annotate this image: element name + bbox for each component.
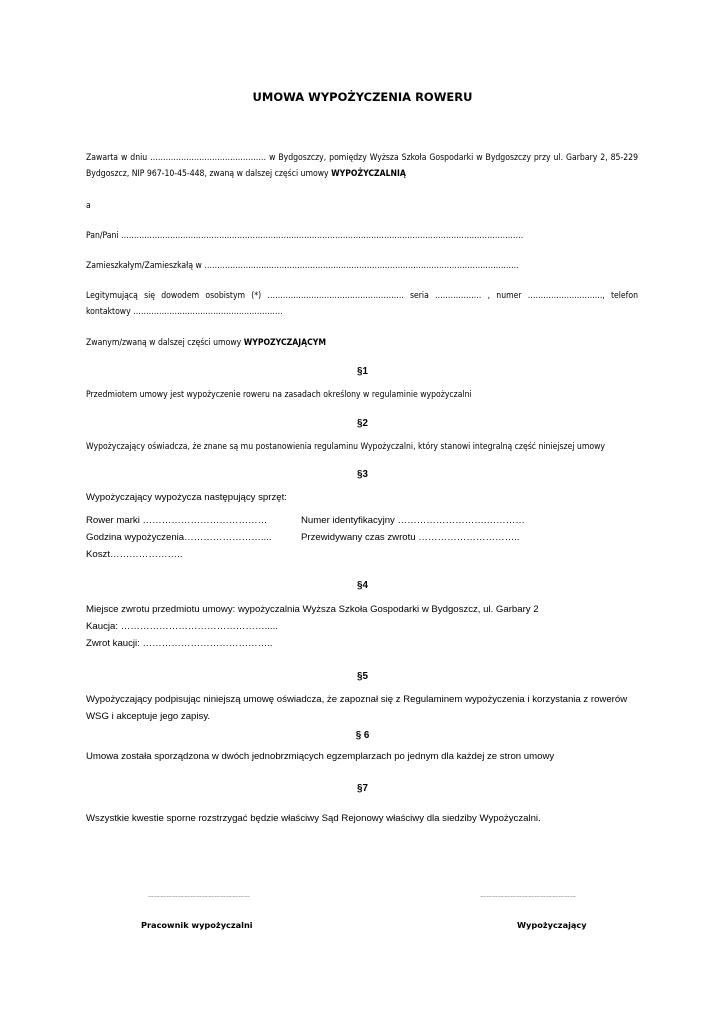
return-location-text: Miejsce zwrotu przedmiotu umowy: wypożyczalnia Wyższa Szkoła Gospodarki w Bydgoszcz, ul. Garbary 2: [86, 604, 539, 615]
contact-phone-field: kontaktowy ………………………………………………….: [86, 307, 283, 317]
intro-line-2-text: Bydgoszcz, NIP 967-10-45-448, zwaną w dalszej części umowy: [86, 169, 329, 179]
staff-signature-label: Pracownik wypożyczalni: [141, 920, 253, 930]
document-title: UMOWA WYPOŻYCZENIA ROWERU: [252, 90, 473, 104]
id-document-paragraph: [86, 290, 638, 302]
section-7-heading: §7: [357, 783, 368, 794]
id-document-line-1: Legitymującą się dowodem osobistym (*) …………………………………………….. seria ……………… , numer ……………………….., telefon: [86, 291, 638, 301]
conjunction-a: a: [86, 201, 91, 211]
borrower-signature-line: …………………………………………: [480, 893, 576, 899]
section-7-text: Wszystkie kwestie sporne rozstrzygać będzie właściwy Sąd Rejonowy właściwy dla siedziby Wypożyczalni.: [86, 813, 541, 824]
deposit-return-field: Zwrot kaucji: …………………………………..: [86, 638, 273, 649]
lender-term: WYPOŻYCZALNIĄ: [331, 169, 406, 179]
bike-brand-field: Rower marki …………………………………: [86, 515, 268, 526]
section-4-heading: §4: [357, 580, 368, 591]
section-6-text: Umowa została sporządzona w dwóch jednobrzmiących egzemplarzach po jednym dla każdej ze stron umowy: [86, 751, 555, 762]
cost-field: Koszt…………………..: [86, 549, 183, 560]
zamieszkaly-field: Zamieszkałym/Zamieszkałą w …………………………………………………………………………………………………………..: [86, 261, 519, 271]
section-5-line-2: WSG i akceptuje jego zapisy.: [86, 711, 211, 722]
borrower-definition-text: Zwanym/zwaną w dalszej części umowy: [86, 338, 242, 348]
section-1-text: Przedmiotem umowy jest wypożyczenie roweru na zasadach określony w regulaminie wypożyczalni: [86, 390, 472, 400]
expected-return-field: Przewidywany czas zwrotu …………………………..: [301, 532, 520, 543]
section-3-intro: Wypożyczający wypożycza następujący sprzęt:: [86, 492, 287, 503]
bike-id-number-field: Numer identyfikacyjny ……………………….…………: [301, 515, 525, 526]
borrower-definition: [86, 337, 326, 349]
deposit-field: Kaucja: ……………………………………….....: [86, 621, 278, 632]
section-5-line-1: Wypożyczający podpisując niniejszą umowę oświadcza, że zapoznał się z Regulaminem wypożyczenia i korzystania z rowerów: [86, 694, 628, 705]
borrower-term: WYPOZYCZAJĄCYM: [243, 338, 327, 348]
intro-paragraph: [86, 152, 638, 164]
section-5-heading: §5: [357, 671, 368, 682]
section-2-text: Wypożyczający oświadcza, że znane są mu postanowienia regulaminu Wypożyczalni, który stanowi integralną część niniejszej umowy: [86, 442, 605, 452]
section-3-heading: §3: [357, 469, 368, 480]
section-2-heading: §2: [357, 418, 368, 429]
section-1-heading: §1: [357, 366, 368, 377]
section-6-heading: § 6: [355, 730, 370, 741]
rental-time-field: Godzina wypożyczenia……………………....: [86, 532, 272, 543]
staff-signature-line: ……………………………………………: [148, 893, 250, 899]
intro-line-2: [86, 168, 406, 180]
borrower-signature-label: Wypożyczający: [517, 920, 587, 930]
intro-line-1: Zawarta w dniu ……………………………………… w Bydgoszczy, pomiędzy Wyższa Szkoła Gospodarki w Bydgoszczy przy ul. Garbary 2, 85-229: [86, 153, 638, 163]
pan-pani-field: Pan/Pani …………………………………………………………………………………………………………………………………………: [86, 231, 524, 241]
